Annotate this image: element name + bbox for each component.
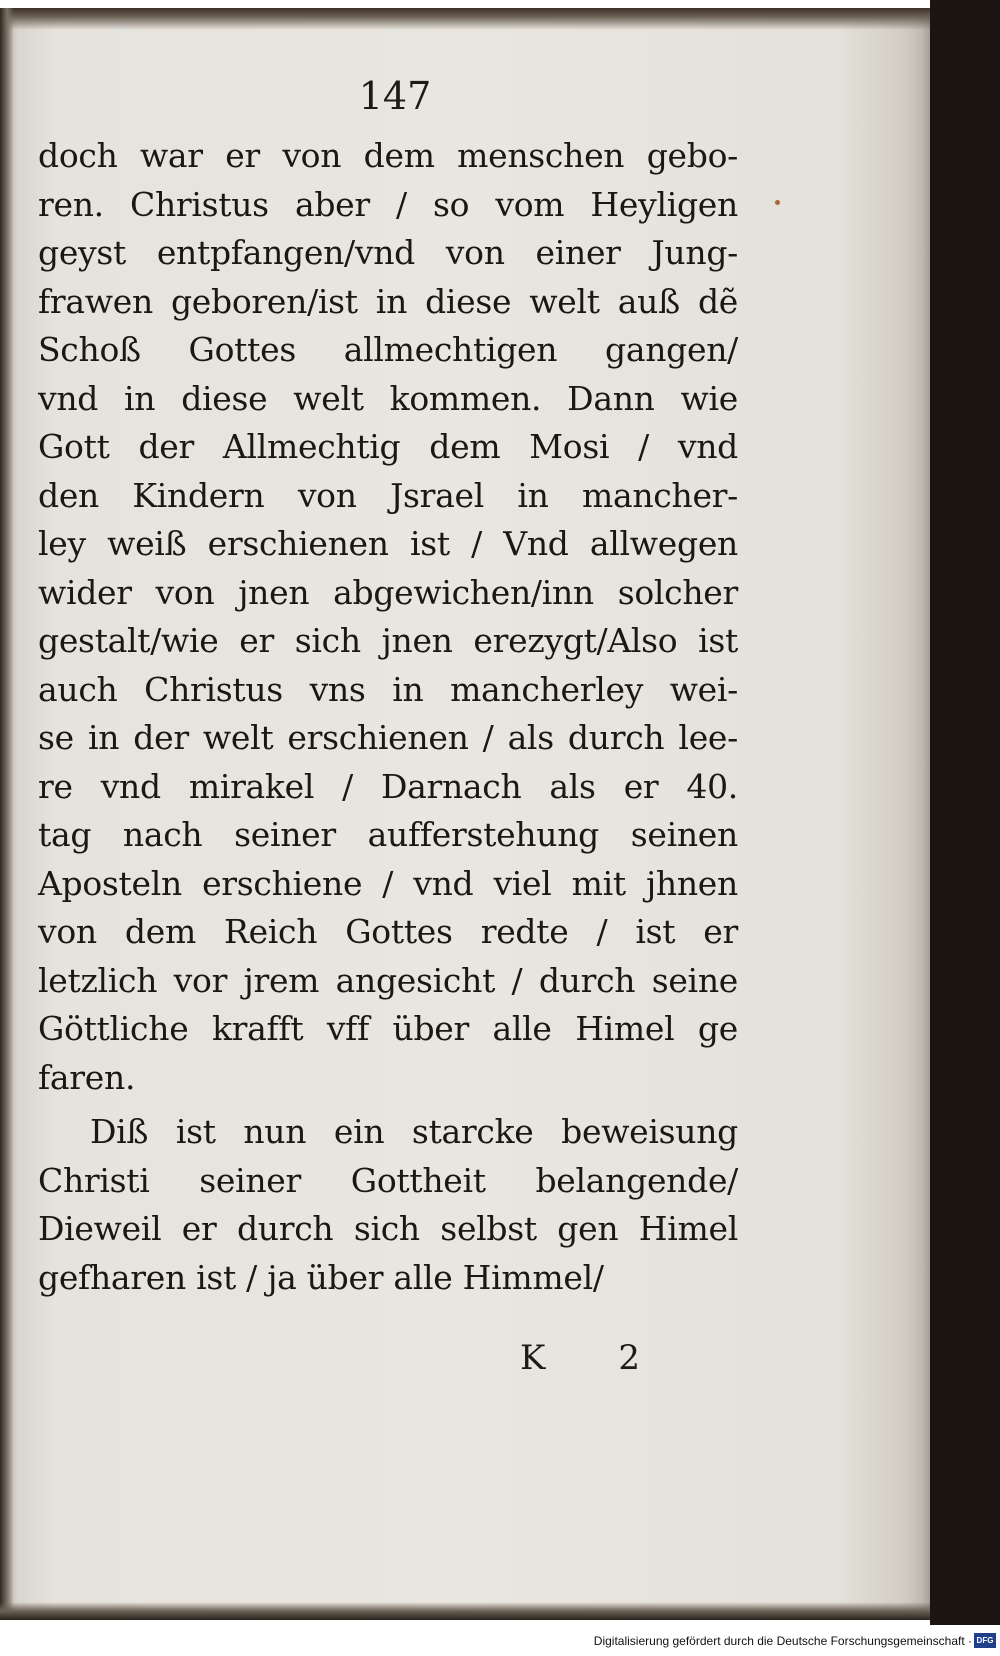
funding-credit: Digitalisierung gefördert durch die Deutsche Forschungsgemeinschaft · [593,1634,972,1648]
text-line: Diß ist nun ein starcke beweisung [90,1112,738,1151]
page-bottom-edge-shadow [0,1602,930,1620]
page-left-edge-shadow [0,8,14,1620]
text-line: gefharen ist / ja über alle Himmel/ [38,1257,604,1297]
scanned-page [0,8,930,1620]
paper-stain [775,200,780,205]
text-line: Dieweil er durch sich selbst gen Himel [38,1209,738,1248]
text-line: ren. Christus aber / so vom Heyligen [38,184,738,224]
text-line: doch war er von dem menschen gebo- [38,136,738,175]
text-line: faren. [38,1057,136,1097]
text-line: letzlich vor jrem angesicht / durch seine [38,960,738,1000]
page-number: 147 [358,74,432,118]
scan-background-strip [930,0,1000,1625]
text-line: Aposteln erschiene / vnd viel mit jhnen [38,863,738,903]
text-line: den Kindern von Jsrael in mancher- [38,475,738,515]
text-line: vnd in diese welt kommen. Dann wie [38,378,738,418]
text-line: tag nach seiner aufferstehung seinen [38,815,738,854]
text-line: von dem Reich Gottes redte / ist er [38,912,738,951]
text-line: Schoß Gottes allmechtigen gangen/ [38,330,738,369]
text-line: Christi seiner Gottheit belangende/ [38,1160,738,1200]
text-line: auch Christus vns in mancherley wei- [38,669,738,709]
dfg-logo: DFG [974,1633,996,1648]
footer-bar [0,1630,1000,1656]
text-line: gestalt/wie er sich jnen erezygt/Also ist [38,621,738,660]
signature-mark [520,1338,640,1378]
text-line: geyst entpfangen/vnd von einer Jung- [38,233,738,272]
signature-number: 2 [618,1338,640,1378]
text-line: se in der welt erschienen / als durch lee- [38,718,738,757]
signature-letter: K [520,1338,546,1378]
text-line: wider von jnen abgewichen/inn solcher [38,572,738,612]
text-line: Gott der Allmechtig dem Mosi / vnd [38,427,738,466]
text-line: frawen geboren/ist in diese welt auß dẽ [38,281,738,321]
text-line: re vnd mirakel / Darnach als er 40. [38,766,738,806]
body-text [38,132,738,1302]
text-line: Göttliche krafft vff über alle Himel ge [38,1009,738,1048]
text-line: ley weiß erschienen ist / Vnd allwegen [38,524,738,563]
page-top-edge-shadow [0,8,930,30]
